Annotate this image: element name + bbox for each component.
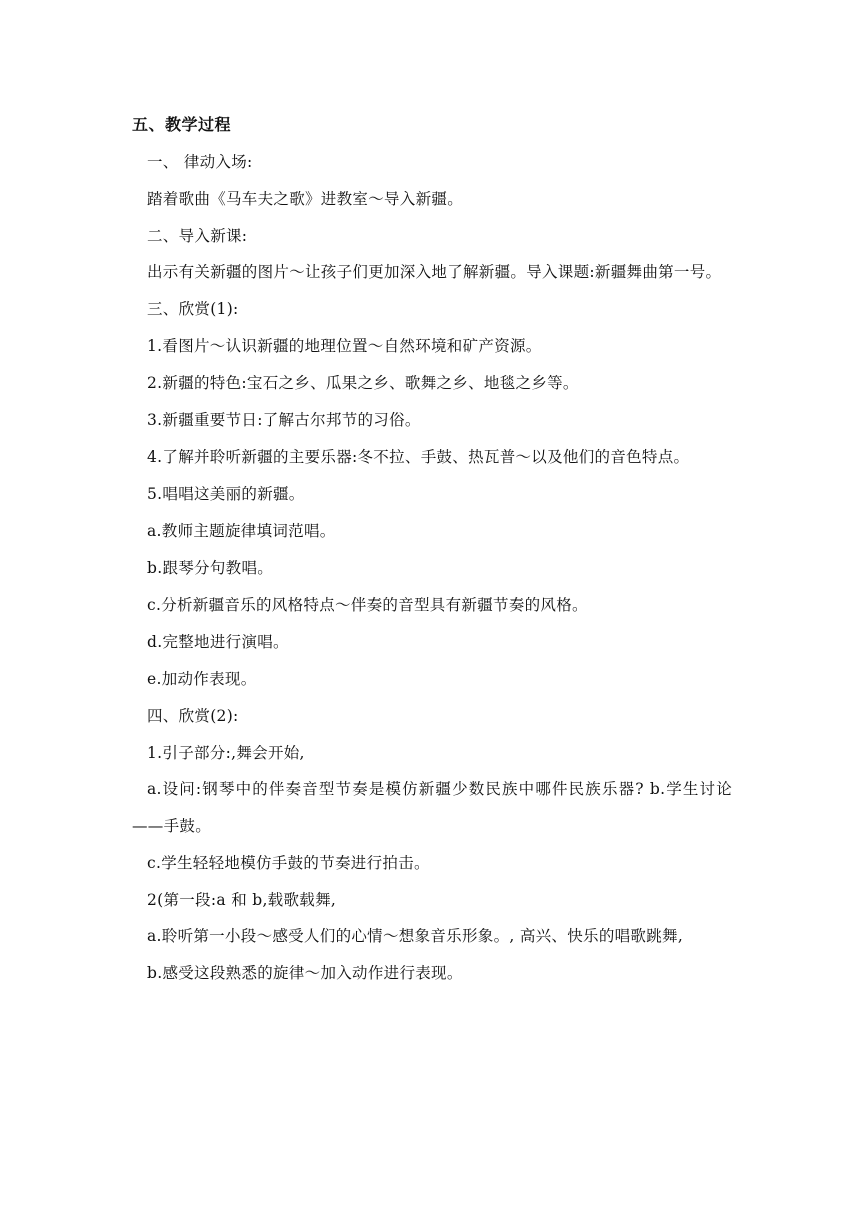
paragraph-item-d: d.完整地进行演唱。 (147, 633, 289, 651)
paragraph-item-5: 5.唱唱这美丽的新疆。 (147, 485, 305, 503)
paragraph-show-pictures: 出示有关新疆的图片～让孩子们更加深入地了解新疆。导入课题:新疆舞曲第一号。 (147, 263, 722, 281)
paragraph-item-2: 2.新疆的特色:宝石之乡、瓜果之乡、歌舞之乡、地毯之乡等。 (147, 374, 579, 392)
paragraph-appreciation-2-title: 四、欣赏(2): (147, 707, 239, 725)
paragraph-song-entry: 踏着歌曲《马车夫之歌》进教室～导入新疆。 (147, 190, 464, 208)
paragraph-item-3: 3.新疆重要节日:了解古尔邦节的习俗。 (147, 411, 421, 429)
paragraph-item-4: 4.了解并聆听新疆的主要乐器:冬不拉、手鼓、热瓦普～以及他们的音色特点。 (147, 448, 690, 466)
paragraph-first-section: 2(第一段:a 和 b,载歌载舞, (147, 891, 337, 909)
paragraph-intro-section: 1.引子部分:,舞会开始, (147, 744, 305, 762)
paragraph-feel-melody: b.感受这段熟悉的旋律～加入动作进行表现。 (147, 964, 463, 982)
paragraph-listen-first: a.聆听第一小段～感受人们的心情～想象音乐形象。, 高兴、快乐的唱歌跳舞, (147, 927, 684, 945)
paragraph-question-discussion: a.设问:钢琴中的伴奏音型节奏是模仿新疆少数民族中哪件民族乐器? b.学生讨论——手鼓。 (132, 780, 732, 835)
paragraph-item-a: a.教师主题旋律填词范唱。 (147, 522, 336, 540)
paragraph-item-b: b.跟琴分句教唱。 (147, 559, 274, 577)
paragraph-new-lesson-title: 二、导入新课: (147, 227, 248, 245)
paragraph-item-e: e.加动作表现。 (147, 670, 257, 688)
document-body (132, 112, 732, 997)
paragraph-appreciation-1-title: 三、欣赏(1): (147, 300, 239, 318)
paragraph-item-1: 1.看图片～认识新疆的地理位置～自然环境和矿产资源。 (147, 337, 542, 355)
paragraph-rhythm-entry: 一、 律动入场: (147, 153, 253, 171)
paragraph-item-c: c.分析新疆音乐的风格特点～伴奏的音型具有新疆节奏的风格。 (147, 596, 588, 614)
section-heading: 五、教学过程 (132, 115, 232, 134)
paragraph-clap-rhythm: c.学生轻轻地模仿手鼓的节奏进行拍击。 (147, 854, 430, 872)
